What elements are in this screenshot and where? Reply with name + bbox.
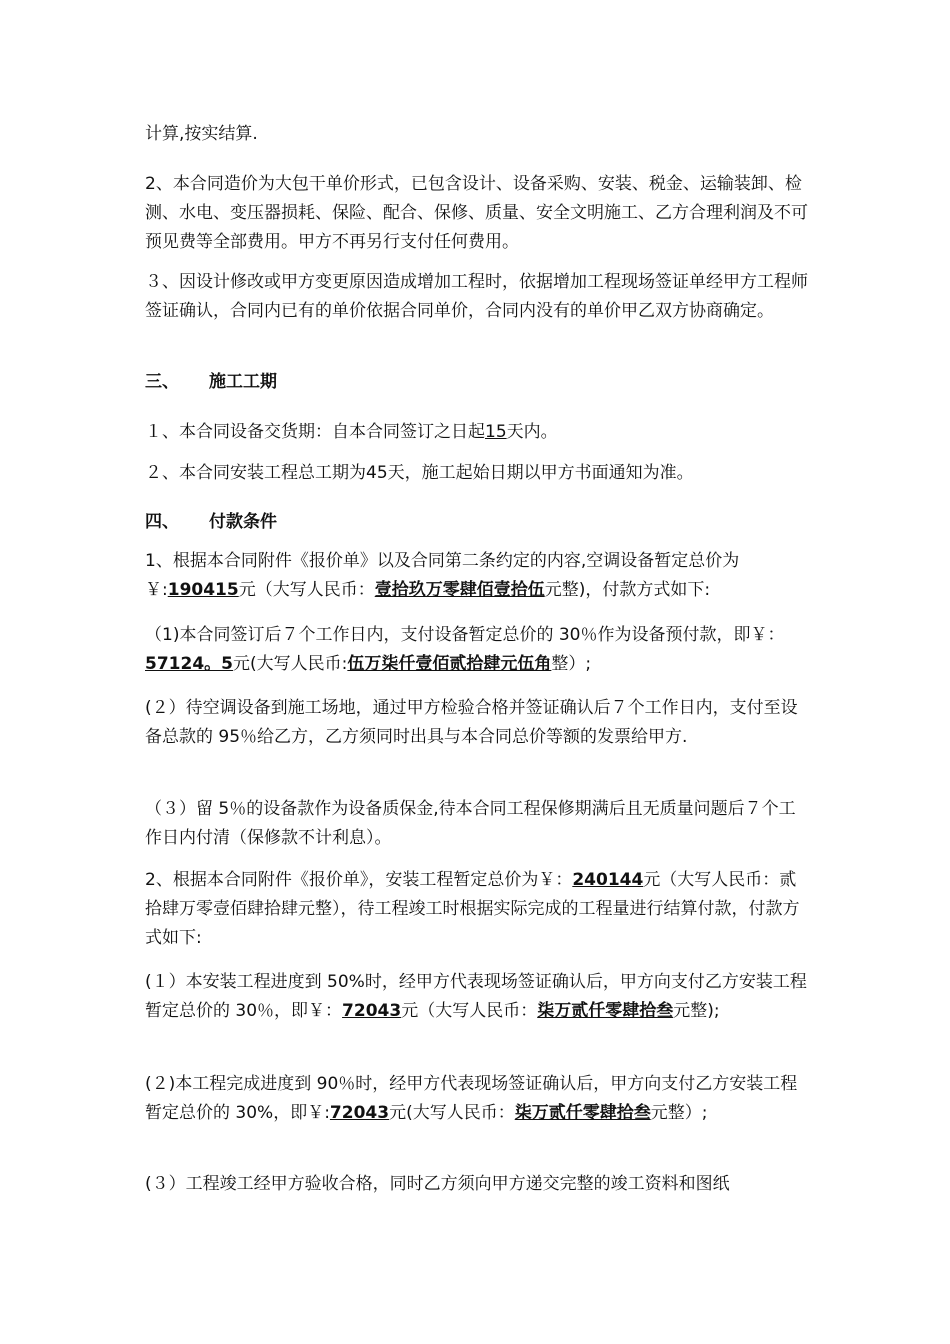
paragraph-text: 元（大写人民币： bbox=[401, 1001, 538, 1021]
paragraph-progress-50 bbox=[145, 968, 810, 1026]
paragraph-installation-price bbox=[145, 866, 810, 953]
paragraph-text: 计算,按实结算. bbox=[145, 124, 258, 144]
paragraph-text: ２、本合同安装工程总工期为45天，施工起始日期以甲方书面通知为准。 bbox=[145, 463, 694, 483]
section-heading-payment bbox=[145, 508, 810, 537]
paragraph-text: 元整）; bbox=[650, 1103, 708, 1123]
amount-value: 72043 bbox=[329, 1103, 390, 1123]
paragraph-text: 2、根据本合同附件《报价单》，安装工程暂定总价为￥： bbox=[145, 870, 573, 890]
paragraph-text: 元(大写人民币: bbox=[232, 654, 348, 674]
paragraph-retention bbox=[145, 795, 810, 853]
amount-value: 57124。5 bbox=[145, 654, 233, 674]
paragraph-clause-2 bbox=[145, 170, 810, 257]
paragraph-text: 整）; bbox=[551, 654, 592, 674]
paragraph-settlement bbox=[145, 120, 810, 149]
paragraph-clause-3 bbox=[145, 268, 810, 326]
heading-number: 四、 bbox=[145, 512, 179, 532]
paragraph-text: 元（大写人民币：贰拾肆万零壹佰肆拾肆元整），待工程竣工时根据实际完成的工程量进行结算付款，付款方式如下: bbox=[145, 870, 800, 948]
paragraph-text: 1、根据本合同附件《报价单》以及合同第二条约定的内容,空调设备暂定总价为￥: bbox=[145, 551, 740, 600]
paragraph-delivery bbox=[145, 418, 810, 447]
amount-capital: 伍万柒仟壹佰贰拾肆元伍角 bbox=[347, 654, 552, 674]
paragraph-text: 2、本合同造价为大包干单价形式，已包含设计、设备采购、安装、税金、运输装卸、检测、水电、变压器损耗、保险、配合、保修、质量、安全文明施工、乙方合理利润及不可预见费等全部费用。甲方不再另行支付任何费用。 bbox=[145, 174, 808, 252]
heading-number: 三、 bbox=[145, 372, 179, 392]
delivery-days: 15 bbox=[485, 422, 507, 442]
paragraph-text: 天内。 bbox=[506, 422, 558, 442]
paragraph-text: （1)本合同签订后７个工作日内，支付设备暂定总价的 30％作为设备预付款，即￥： bbox=[145, 625, 785, 645]
amount-value: 190415 bbox=[167, 580, 239, 600]
paragraph-completion bbox=[145, 1170, 810, 1199]
paragraph-text: (１）本安装工程进度到 50%时，经甲方代表现场签证确认后，甲方向支付乙方安装工程暂定总价的 30％，即￥： bbox=[145, 972, 807, 1021]
paragraph-text: 元（大写人民币： bbox=[238, 580, 375, 600]
amount-capital: 壹拾玖万零肆佰壹拾伍 bbox=[374, 580, 545, 600]
section-heading-schedule bbox=[145, 368, 810, 397]
paragraph-text: （３）留 5％的设备款作为设备质保金,待本合同工程保修期满后且无质量问题后７个工作日内付清（保修款不计利息）。 bbox=[145, 799, 796, 848]
paragraph-text: 元整); bbox=[673, 1001, 720, 1021]
amount-capital: 柒万贰仟零肆拾叁 bbox=[514, 1103, 651, 1123]
heading-title: 施工工期 bbox=[209, 372, 277, 392]
amount-capital: 柒万贰仟零肆拾叁 bbox=[537, 1001, 674, 1021]
amount-value: 240144 bbox=[572, 870, 644, 890]
paragraph-text: 元(大写人民币： bbox=[389, 1103, 515, 1123]
heading-title: 付款条件 bbox=[209, 512, 277, 532]
paragraph-delivery-payment bbox=[145, 694, 810, 752]
paragraph-prepayment bbox=[145, 621, 810, 679]
amount-value: 72043 bbox=[342, 1001, 402, 1021]
paragraph-text: 元整)，付款方式如下: bbox=[544, 580, 711, 600]
paragraph-duration bbox=[145, 459, 810, 488]
paragraph-text: (２)本工程完成进度到 90％时，经甲方代表现场签证确认后，甲方向支付乙方安装工程暂定总价的 30%，即￥: bbox=[145, 1074, 798, 1123]
paragraph-text: ３、因设计修改或甲方变更原因造成增加工程时，依据增加工程现场签证单经甲方工程师签证确认，合同内已有的单价依据合同单价，合同内没有的单价甲乙双方协商确定。 bbox=[145, 272, 808, 321]
paragraph-text: (３）工程竣工经甲方验收合格，同时乙方须向甲方递交完整的竣工资料和图纸 bbox=[145, 1174, 730, 1194]
paragraph-progress-90 bbox=[145, 1070, 810, 1128]
paragraph-text: (２）待空调设备到施工场地，通过甲方检验合格并签证确认后７个工作日内，支付至设备总款的 95％给乙方，乙方须同时出具与本合同总价等额的发票给甲方. bbox=[145, 698, 798, 747]
paragraph-equipment-price bbox=[145, 547, 810, 605]
paragraph-text: １、本合同设备交货期：自本合同签订之日起 bbox=[145, 422, 485, 442]
